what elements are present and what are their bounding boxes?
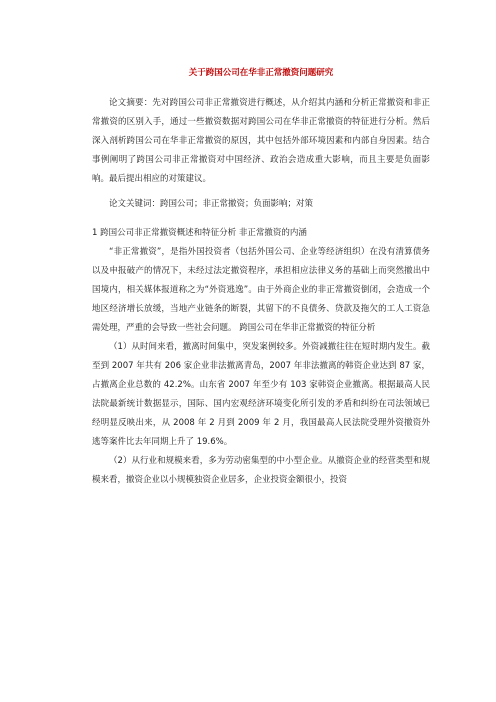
spacer bbox=[92, 214, 430, 224]
definition-paragraph: “非正常撤资”，是指外国投资者（包括外国公司、企业等经济组织）在没有清算债务以及申报破产的情况下，未经过法定撤资程序，承担相应法律义务的基础上而突然撤出中国境内，相关媒体报道称之为“外资逃逸”。由于外商企业的非正常撤资倒闭，会造成一个地区经济增长放缓，当地产业链条的断裂，其留下的不良债务、贷款及拖欠的工人工资急需处理，严重的会导致一些社会问题。 跨国公司在华非正常撤资的特征分析 bbox=[92, 247, 430, 333]
document-title bbox=[92, 66, 430, 80]
feature-paragraph-1: （1）从时间来看，撤离时间集中，突发案例较多。外资减撤往往在短时期内发生。截至到 2007 年共有 206 家企业非法撤离青岛，2007 年非法撤离的韩资企业达到 87 家，占撤离企业总数的 42.2%。山东省 2007 年至少有 103 家韩资企业撤离。根据最高人民法院最新统计数据显示，国际、国内宏观经济环境变化所引发的矛盾和纠纷在司法领域已经明显反映出来，从 2008 年 2 月到 2009 年 2 月，我国最高人民法院受理外资撤资外逃等案件比去年同期上升了 19.6%。 bbox=[92, 342, 430, 447]
abstract-paragraph: 论文摘要：先对跨国公司非正常撤资进行概述，从介绍其内涵和分析正常撤资和非正常撤资的区别入手，通过一些撤资数据对跨国公司在华非正常撤资的特征进行分析。然后深入剖析跨国公司在华非正常撤资的原因，其中包括外部环境因素和内部自身因素。结合事例阐明了跨国公司非正常撤资对中国经济、政治会造成重大影响，而且主要是负面影响。最后提出相应的对策建议。 bbox=[92, 98, 430, 184]
document-title-text: 关于跨国公司在华非正常撤资问题研究 bbox=[188, 68, 334, 78]
feature-paragraph-2: （2）从行业和规模来看，多为劳动密集型的中小型企业。从撤资企业的经营类型和规模来看，撤资企业以小规模独资企业居多，企业投资金额很小，投资 bbox=[92, 456, 430, 485]
keywords-paragraph: 论文关键词：跨国公司；非正常撤资；负面影响；对策 bbox=[109, 199, 314, 209]
section-heading-1: 1 跨国公司非正常撤资概述和特征分析 非正常撤资的内涵 bbox=[92, 228, 307, 238]
